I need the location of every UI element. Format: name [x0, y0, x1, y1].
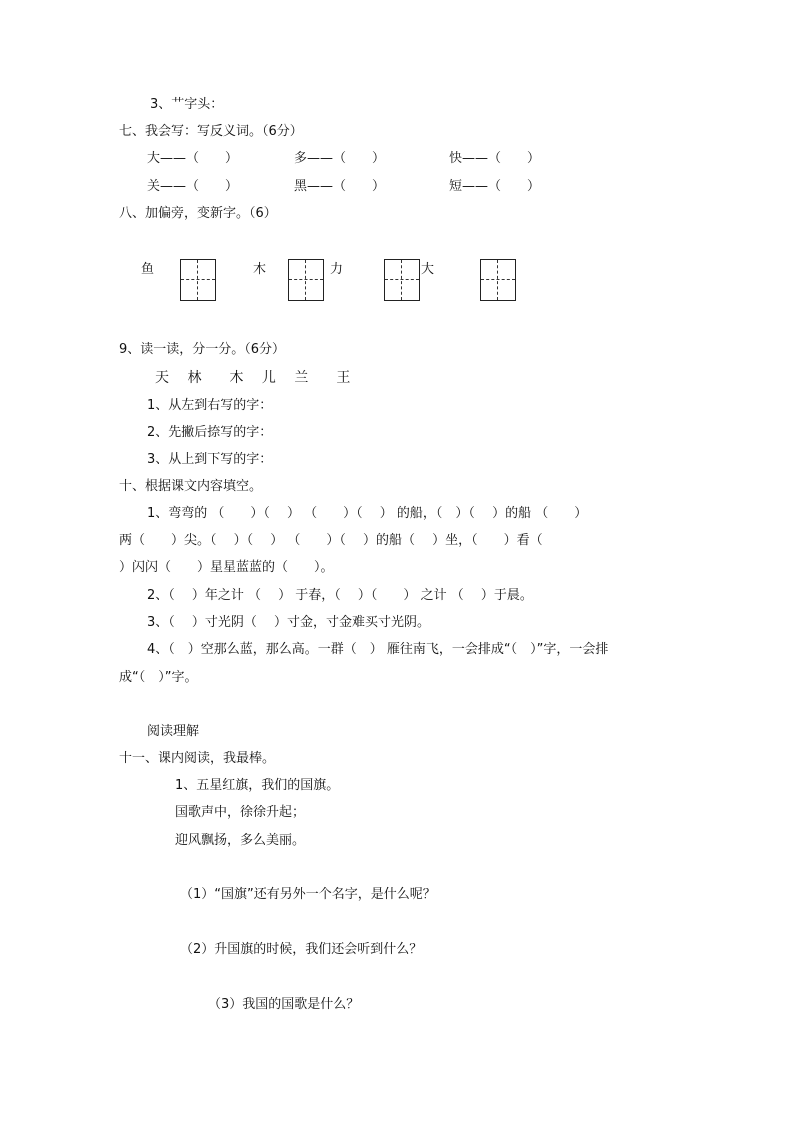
fill-blank-1-line-2: 两（ ）尖。（ ）（ ） （ ）（ ）的船（ ）坐，（ ）看（ [119, 533, 543, 548]
reading-heading: 阅读理解 [147, 724, 200, 739]
antonym-hei: 黑——（ ） [294, 179, 386, 194]
section-9-question-3: 3、从上到下写的字： [147, 452, 273, 467]
radical-char-mu: 木 [253, 262, 267, 277]
writing-grid-box[interactable] [180, 259, 216, 301]
reading-question-1: （1）“国旗”还有另外一个名字，是什么呢？ [180, 887, 436, 902]
antonym-duan: 短——（ ） [449, 179, 541, 194]
section-7-title: 七、我会写：写反义词。（6分） [119, 124, 303, 139]
line-radical-cao: 3、艹字头： [150, 97, 224, 112]
writing-grid-box[interactable] [480, 259, 516, 301]
antonym-guan: 关——（ ） [147, 179, 239, 194]
fill-blank-3: 3、（ ）寸光阴（ ）寸金，寸金难买寸光阴。 [147, 615, 431, 630]
fill-blank-1-line-3: ）闪闪（ ）星星蓝蓝的（ ）。 [119, 560, 334, 575]
antonym-duo: 多——（ ） [294, 151, 386, 166]
poem-line-3: 迎风飘扬，多么美丽。 [175, 833, 306, 848]
fill-blank-1-line-1: 1、弯弯的 （ ）（ ） （ ）（ ） 的船，（ ）（ ）的船 （ ） [147, 506, 588, 521]
section-9-characters: 天 林 木 儿 兰 王 [155, 370, 351, 386]
section-10-title: 十、根据课文内容填空。 [119, 479, 263, 494]
writing-grid-box[interactable] [384, 259, 420, 301]
poem-line-2: 国歌声中，徐徐升起； [175, 805, 306, 820]
writing-grid-box[interactable] [288, 259, 324, 301]
section-9-question-1: 1、从左到右写的字： [147, 398, 273, 413]
reading-question-3: （3）我国的国歌是什么？ [208, 997, 360, 1012]
fill-blank-4-line-1: 4、（ ）空那么蓝，那么高。一群（ ） 雁往南飞，一会排成“（ ）”字，一会排 [147, 642, 609, 657]
section-9-question-2: 2、先撇后捺写的字： [147, 425, 273, 440]
antonym-da: 大——（ ） [147, 151, 239, 166]
radical-char-li: 力 [330, 262, 344, 277]
radical-char-da: 大 [421, 262, 435, 277]
fill-blank-2: 2、（ ）年之计 （ ） 于春，（ ）（ ） 之计 （ ）于晨。 [147, 588, 533, 603]
radical-char-yu: 鱼 [141, 262, 155, 277]
reading-question-2: （2）升国旗的时候，我们还会听到什么？ [180, 942, 423, 957]
section-9-title: 9、读一读，分一分。（6分） [119, 342, 286, 357]
section-11-title: 十一、课内阅读，我最棒。 [119, 751, 276, 766]
poem-line-1: 1、五星红旗，我们的国旗。 [175, 778, 340, 793]
antonym-kuai: 快——（ ） [449, 151, 541, 166]
section-8-title: 八、加偏旁，变新字。（6） [119, 206, 277, 221]
fill-blank-4-line-2: 成“（ ）”字。 [119, 670, 198, 685]
